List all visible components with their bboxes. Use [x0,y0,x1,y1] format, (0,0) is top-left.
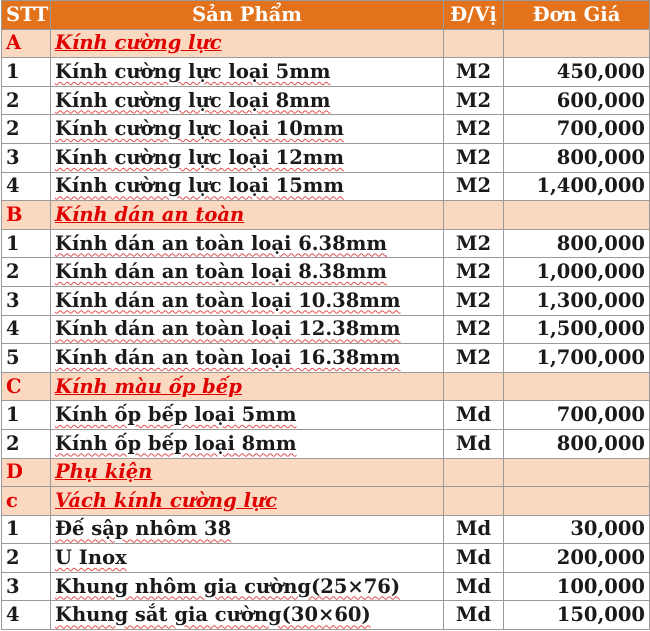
cell-unit: M2 [444,258,504,287]
cell-price [504,201,650,230]
cell-product-name [51,572,444,601]
cell-price: 1,500,000 [504,315,650,344]
product-name-text: Kính cường lực loại 10mm [55,117,345,141]
cell-unit [444,29,504,58]
product-name-text: Kính cường lực loại 5mm [55,59,331,83]
cell-unit [444,458,504,487]
cell-price: 800,000 [504,143,650,172]
cell-stt: 2 [2,429,51,458]
cell-price [504,372,650,401]
product-name-text: U Inox [55,546,127,570]
cell-stt: A [2,29,51,58]
product-name-text: Vách kính cường lực [55,488,277,512]
cell-product-name [51,201,444,230]
cell-product-name [51,29,444,58]
cell-product-name [51,544,444,573]
table-row [2,429,650,458]
cell-unit: M2 [444,315,504,344]
cell-unit: Md [444,572,504,601]
cell-product-name [51,286,444,315]
cell-product-name [51,458,444,487]
product-name-text: Kính màu ốp bếp [55,374,242,398]
cell-unit: Md [444,601,504,630]
cell-unit: Md [444,515,504,544]
cell-price [504,458,650,487]
cell-stt: 4 [2,601,51,630]
header-unit: Đ/Vị [444,1,504,30]
cell-product-name [51,515,444,544]
header-stt: STT [2,1,51,30]
cell-price: 700,000 [504,401,650,430]
cell-price: 1,400,000 [504,172,650,201]
table-row [2,286,650,315]
product-name-text: Đế sập nhôm 38 [55,517,232,541]
product-name-text: Kính ốp bếp loại 8mm [55,431,297,455]
section-row [2,487,650,516]
cell-product-name [51,315,444,344]
product-name-text: Kính cường lực loại 12mm [55,145,345,169]
table-row [2,515,650,544]
cell-unit: Md [444,544,504,573]
product-name-text: Kính dán an toàn loại 12.38mm [55,317,401,341]
product-name-text: Khung sắt gia cường(30×60) [55,603,371,627]
cell-stt: 1 [2,58,51,87]
cell-stt: 4 [2,172,51,201]
cell-stt: c [2,487,51,516]
product-name-text: Kính dán an toàn loại 10.38mm [55,288,401,312]
cell-product-name [51,143,444,172]
price-table [1,0,650,630]
cell-product-name [51,86,444,115]
cell-unit: M2 [444,143,504,172]
cell-product-name [51,372,444,401]
table-row [2,115,650,144]
cell-price: 800,000 [504,429,650,458]
cell-stt: 1 [2,401,51,430]
cell-unit: M2 [444,58,504,87]
cell-stt: 2 [2,115,51,144]
cell-unit: Md [444,401,504,430]
cell-stt: 3 [2,143,51,172]
cell-price: 600,000 [504,86,650,115]
product-name-text: Kính cường lực loại 8mm [55,88,331,112]
cell-stt: 4 [2,315,51,344]
cell-unit [444,372,504,401]
product-name-text: Kính dán an toàn [55,202,245,226]
product-name-text: Khung nhôm gia cường(25×76) [55,574,401,598]
section-row [2,458,650,487]
product-name-text: Kính dán an toàn loại 6.38mm [55,231,387,255]
section-row [2,201,650,230]
cell-stt: 2 [2,258,51,287]
cell-price: 800,000 [504,229,650,258]
table-row [2,315,650,344]
cell-stt: 3 [2,572,51,601]
cell-product-name [51,58,444,87]
table-row [2,172,650,201]
cell-price: 100,000 [504,572,650,601]
product-name-text: Kính dán an toàn loại 8.38mm [55,260,387,284]
cell-unit: M2 [444,86,504,115]
cell-product-name [51,172,444,201]
cell-product-name [51,344,444,373]
cell-price: 1,300,000 [504,286,650,315]
cell-stt: 5 [2,344,51,373]
table-row [2,58,650,87]
section-row [2,29,650,58]
cell-product-name [51,229,444,258]
cell-price: 450,000 [504,58,650,87]
cell-price: 1,700,000 [504,344,650,373]
cell-unit: M2 [444,229,504,258]
header-row [2,1,650,30]
cell-product-name [51,115,444,144]
product-name-text: Phụ kiện [55,460,153,484]
cell-stt: 1 [2,229,51,258]
product-name-text: Kính ốp bếp loại 5mm [55,403,297,427]
cell-price: 1,000,000 [504,258,650,287]
table-row [2,601,650,630]
cell-unit: M2 [444,115,504,144]
table-row [2,258,650,287]
table-row [2,86,650,115]
cell-product-name [51,429,444,458]
cell-stt: D [2,458,51,487]
cell-unit: M2 [444,172,504,201]
cell-unit: Md [444,429,504,458]
cell-stt: 2 [2,86,51,115]
cell-price: 30,000 [504,515,650,544]
table-row [2,544,650,573]
cell-price [504,29,650,58]
cell-stt: 1 [2,515,51,544]
cell-product-name [51,487,444,516]
cell-unit: M2 [444,286,504,315]
product-name-text: Kính dán an toàn loại 16.38mm [55,345,401,369]
header-product: Sản Phẩm [51,1,444,30]
cell-price: 200,000 [504,544,650,573]
cell-product-name [51,258,444,287]
product-name-text: Kính cường lực loại 15mm [55,174,345,198]
cell-price: 700,000 [504,115,650,144]
cell-unit: M2 [444,344,504,373]
table-row [2,572,650,601]
table-row [2,229,650,258]
cell-product-name [51,401,444,430]
cell-product-name [51,601,444,630]
cell-price [504,487,650,516]
table-row [2,401,650,430]
table-row [2,143,650,172]
cell-unit [444,487,504,516]
product-name-text: Kính cường lực [55,31,222,55]
table-row [2,344,650,373]
cell-stt: B [2,201,51,230]
cell-stt: 3 [2,286,51,315]
header-price: Đơn Giá [504,1,650,30]
cell-stt: C [2,372,51,401]
cell-price: 150,000 [504,601,650,630]
section-row [2,372,650,401]
cell-unit [444,201,504,230]
cell-stt: 2 [2,544,51,573]
